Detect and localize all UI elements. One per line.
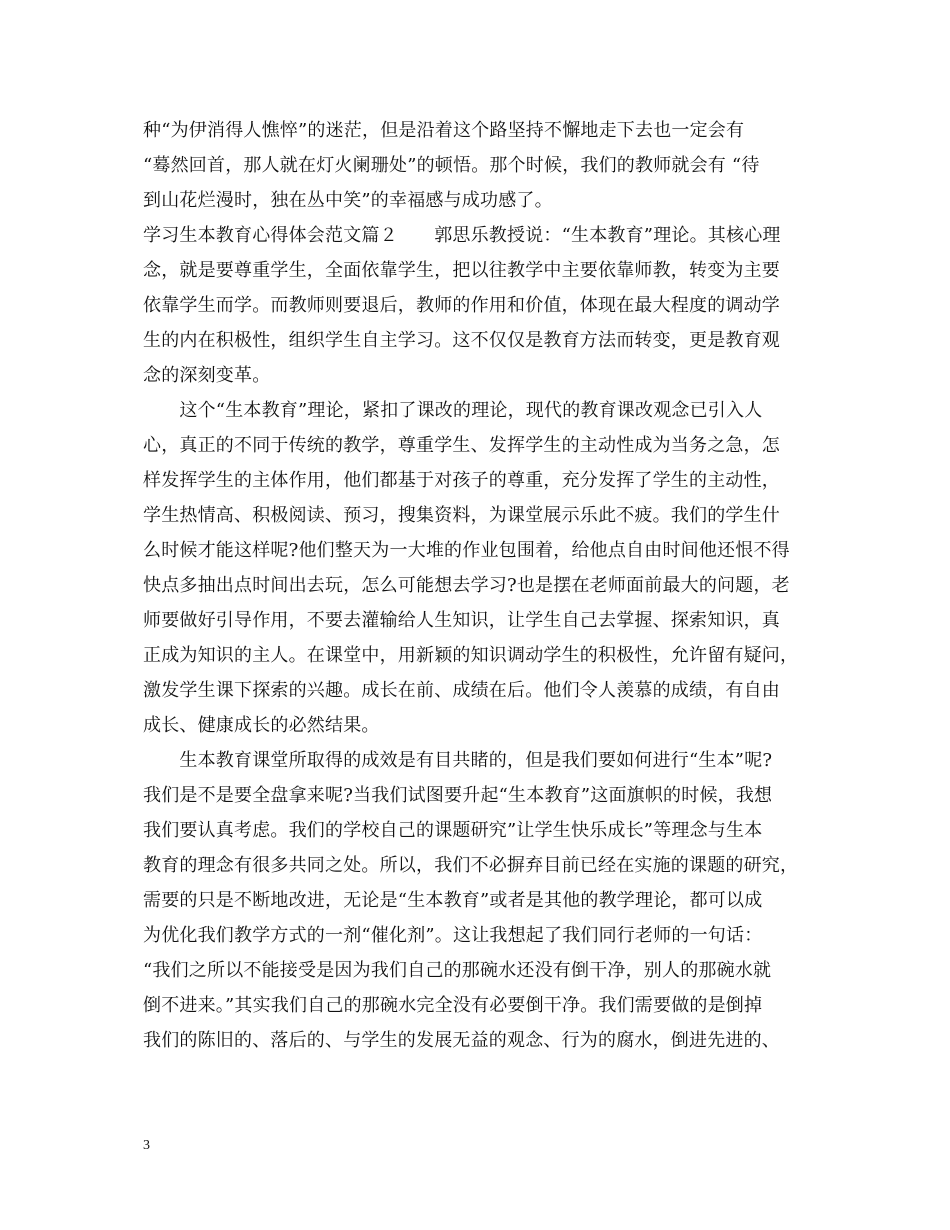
text-line: 么时候才能这样呢?他们整天为一大堆的作业包围着，给他点自由时间他还恨不得 (143, 540, 790, 561)
text-line: 倒不进来。”其实我们自己的那碗水完全没有必要倒干净。我们需要做的是倒掉 (143, 995, 763, 1016)
text-line: 为优化我们教学方式的一剂“催化剂”。这让我想起了我们同行老师的一句话： (143, 925, 763, 946)
text-line: 到山花烂漫时，独在丛中笑”的幸福感与成功感了。 (143, 190, 553, 211)
paragraph-start-line: 生本教育课堂所取得的成效是有目共睹的，但是我们要如何进行“生本”呢? (143, 750, 773, 771)
text-line: 心，真正的不同于传统的教学，尊重学生、发挥学生的主动性成为当务之急，怎 (143, 435, 780, 456)
text-line: 念，就是要尊重学生，全面依靠学生，把以往教学中主要依靠师教，转变为主要 (143, 260, 780, 281)
text-line: 学生热情高、积极阅读、预习，搜集资料，为课堂展示乐此不疲。我们的学生什 (143, 505, 780, 526)
body-text (143, 113, 813, 1058)
text-line: 激发学生课下探索的兴趣。成长在前、成绩在后。他们令人羡慕的成绩，有自由 (143, 680, 780, 701)
text-line: 生的内在积极性，组织学生自主学习。这不仅仅是教育方法而转变，更是教育观 (143, 330, 780, 351)
section-heading-line: 学习生本教育心得体会范文篇２ 郭思乐教授说：“生本教育”理论。其核心理 (143, 225, 781, 246)
text-line: 成长、健康成长的必然结果。 (143, 715, 380, 736)
text-line: 种“为伊消得人憔悴”的迷茫，但是沿着这个路坚持不懈地走下去也一定会有 (143, 120, 745, 141)
text-line: 念的深刻变革。 (143, 365, 271, 386)
text-line: 我们的陈旧的、落后的、与学生的发展无益的观念、行为的腐水，倒进先进的、 (143, 1030, 780, 1051)
paragraph-start-line: 这个“生本教育”理论，紧扣了课改的理论，现代的教育课改观念已引入人 (143, 400, 763, 421)
text-line: 我们要认真考虑。我们的学校自己的课题研究”让学生快乐成长”等理念与生本 (143, 820, 763, 841)
text-line: 师要做好引导作用，不要去灌输给人生知识，让学生自己去掌握、探索知识，真 (143, 610, 780, 631)
text-line: “我们之所以不能接受是因为我们自己的那碗水还没有倒干净，别人的那碗水就 (143, 960, 772, 981)
text-line: 快点多抽出点时间出去玩，怎么可能想去学习?也是摆在老师面前最大的问题，老 (143, 575, 790, 596)
text-line: 正成为知识的主人。在课堂中，用新颖的知识调动学生的积极性，允许留有疑问， (143, 645, 799, 666)
text-line: 我们是不是要全盘拿来呢?当我们试图要升起“生本教育”这面旗帜的时候，我想 (143, 785, 773, 806)
text-line: 需要的只是不断地改进，无论是“生本教育”或者是其他的教学理论，都可以成 (143, 890, 763, 911)
text-line: 教育的理念有很多共同之处。所以，我们不必摒弃目前已经在实施的课题的研究， (143, 855, 799, 876)
page-number: 3 (143, 1138, 150, 1153)
text-line: 样发挥学生的主体作用，他们都基于对孩子的尊重，充分发挥了学生的主动性， (143, 470, 780, 491)
text-line: “蓦然回首，那人就在灯火阑珊处”的顿悟。那个时候，我们的教师就会有 “待 (143, 155, 760, 176)
text-line: 依靠学生而学。而教师则要退后，教师的作用和价值，体现在最大程度的调动学 (143, 295, 780, 316)
